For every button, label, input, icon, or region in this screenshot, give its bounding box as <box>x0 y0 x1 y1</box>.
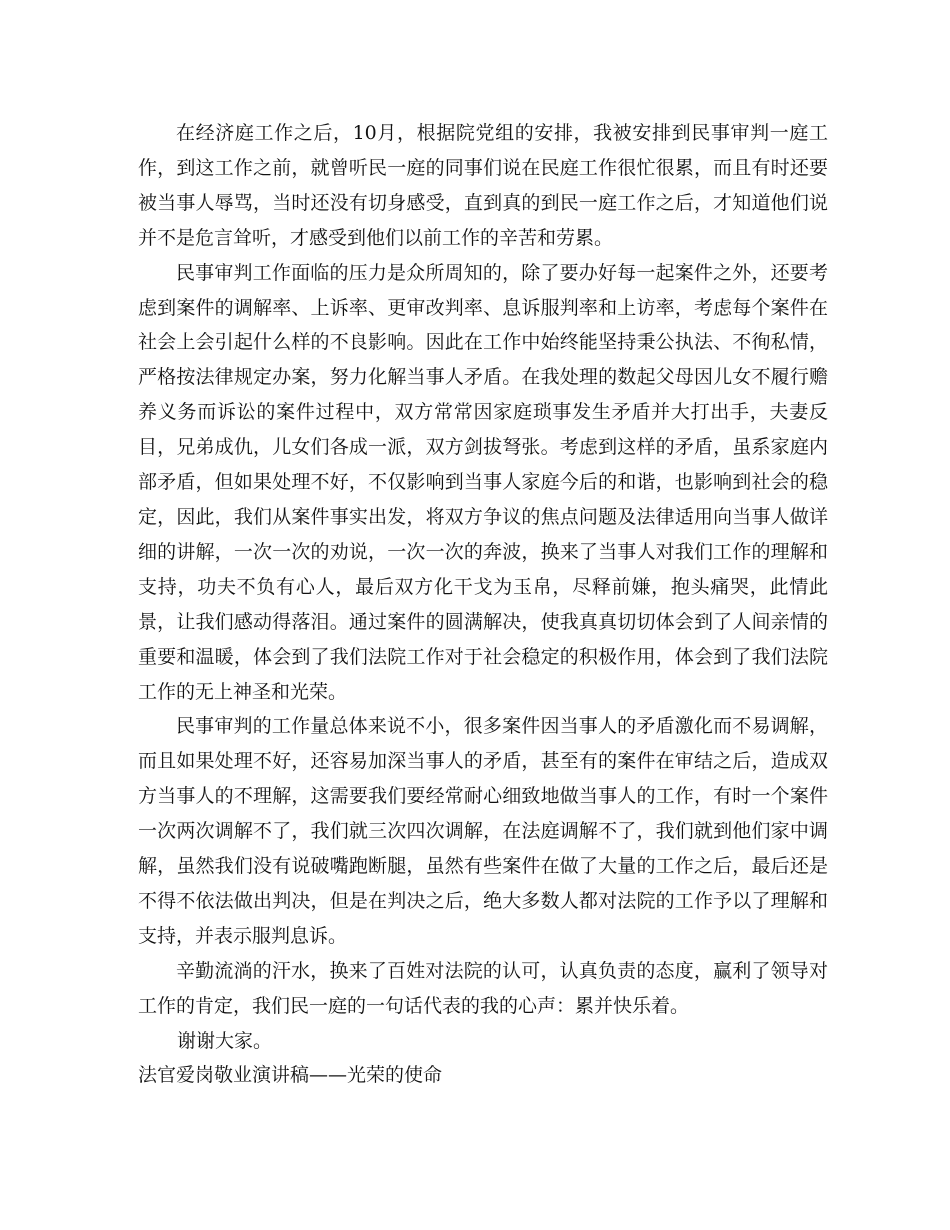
closing-line: 谢谢大家。 <box>177 1029 273 1052</box>
paragraph-3: 民事审判的工作量总体来说不小，很多案件因当事人的矛盾激化而不易调解，而且如果处理不好，还容易加深当事人的矛盾，甚至有的案件在审结之后，造成双方当事人的不理解，这需要我们要经常耐心细致地做当事人的工作，有时一个案件一次两次调解不了，我们就三次四次调解，在法庭调解不了，我们就到他们家中调解，虽然我们没有说破嘴跑断腿，虽然有些案件在做了大量的工作之后，最后还是不得不依法做出判决，但是在判决之后，绝大多数人都对法院的工作予以了理解和支持，并表示服判息诉。 <box>138 715 828 947</box>
paragraph-1: 在经济庭工作之后，10月，根据院党组的安排，我被安排到民事审判一庭工作，到这工作之前，就曾听民一庭的同事们说在民庭工作很忙很累，而且有时还要被当事人辱骂，当时还没有切身感受，直到真的到民一庭工作之后，才知道他们说并不是危言耸听，才感受到他们以前工作的辛苦和劳累。 <box>138 122 828 249</box>
document-body <box>138 116 828 1093</box>
paragraph-4: 辛勤流淌的汗水，换来了百姓对法院的认可，认真负责的态度，赢利了领导对工作的肯定，我们民一庭的一句话代表的我的心声：累并快乐着。 <box>138 959 828 1017</box>
paragraph-2: 民事审判工作面临的压力是众所周知的，除了要办好每一起案件之外，还要考虑到案件的调解率、上诉率、更审改判率、息诉服判率和上访率，考虑每个案件在社会上会引起什么样的不良影响。因此在工作中始终能坚持秉公执法、不徇私情，严格按法律规定办案，努力化解当事人矛盾。在我处理的数起父母因儿女不履行赡养义务而诉讼的案件过程中，双方常常因家庭琐事发生矛盾并大打出手，夫妻反目，兄弟成仇，儿女们各成一派，双方剑拔弩张。考虑到这样的矛盾，虽系家庭内部矛盾，但如果处理不好，不仅影响到当事人家庭今后的和谐，也影响到社会的稳定，因此，我们从案件事实出发，将双方争议的焦点问题及法律适用向当事人做详细的讲解，一次一次的劝说，一次一次的奔波，换来了当事人对我们工作的理解和支持，功夫不负有心人，最后双方化干戈为玉帛，尽释前嫌，抱头痛哭，此情此景，让我们感动得落泪。通过案件的圆满解决，使我真真切切体会到了人间亲情的重要和温暖，体会到了我们法院工作对于社会稳定的积极作用，体会到了我们法院工作的无上神圣和光荣。 <box>138 261 828 703</box>
next-document-title: 法官爱岗敬业演讲稿——光荣的使命 <box>138 1064 443 1087</box>
